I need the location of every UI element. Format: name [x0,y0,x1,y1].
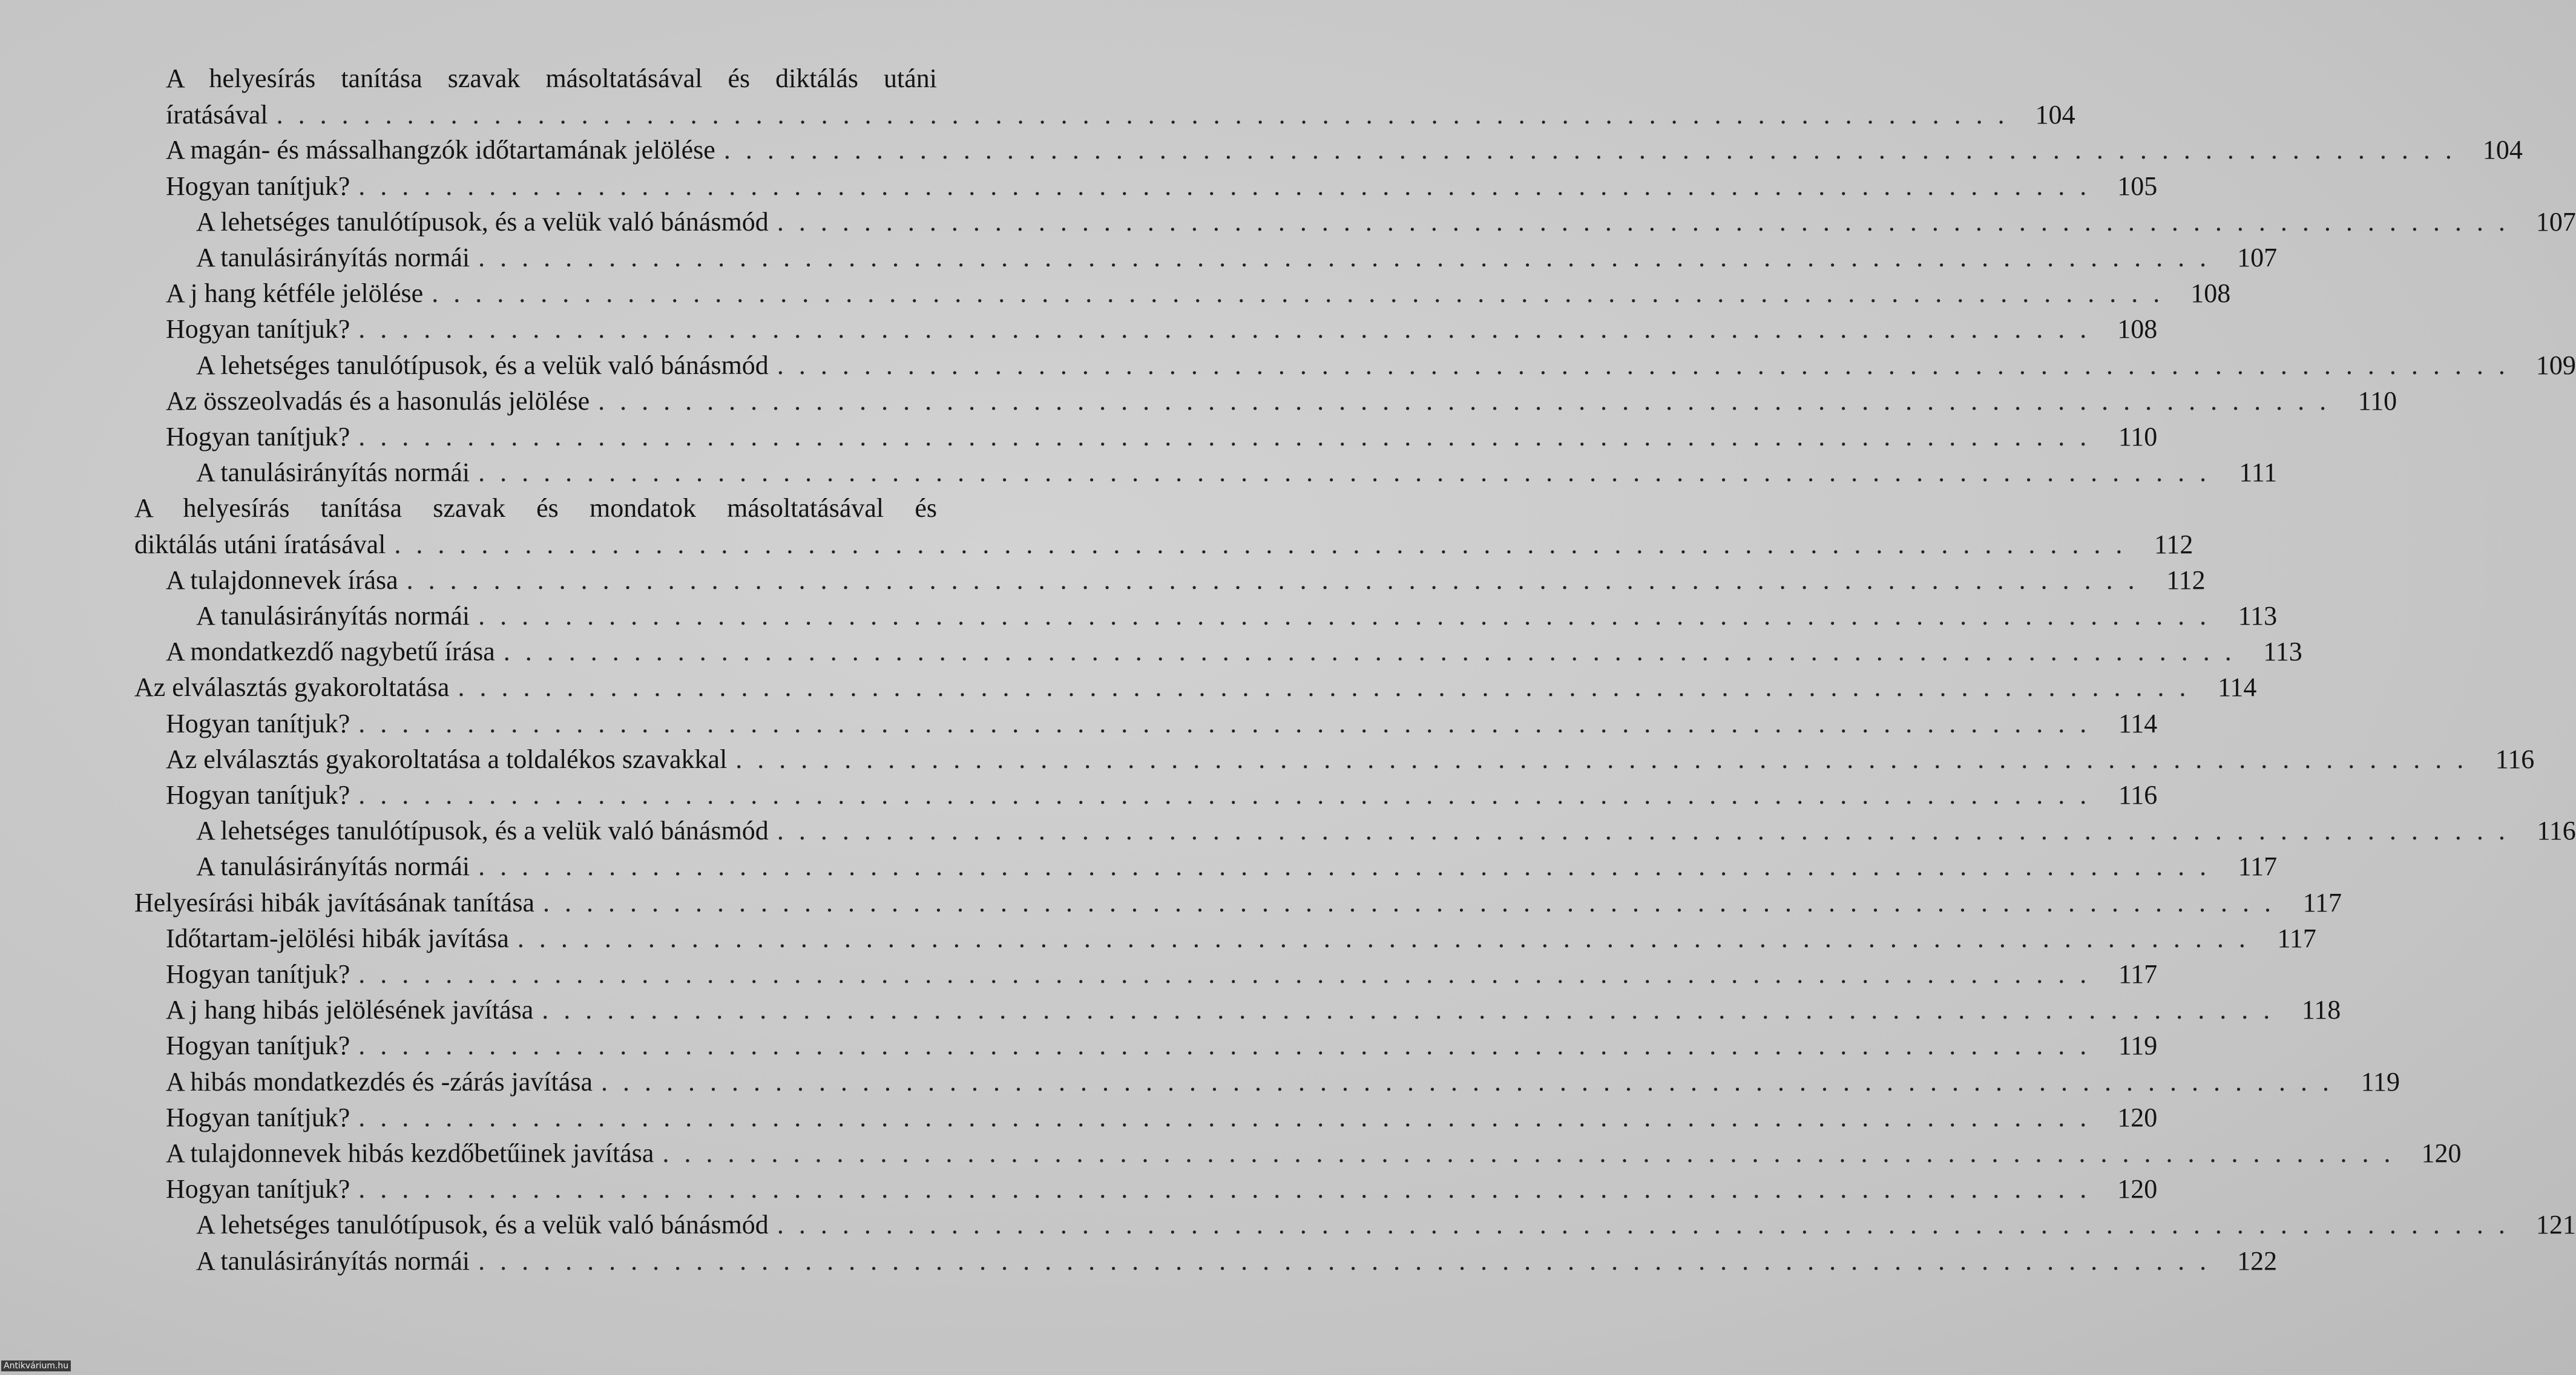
toc-entry-title: A tanulásirányítás normái [196,1245,470,1276]
toc-entry [166,741,2535,778]
dot-leader: . . . . . . . . . . . . . . . . . . . . . . . . . . . . . . . . . . . . . . . . . . . . . . . . . . . . . . . . . . . . . . . . . . . . . . . . . . . . . . . . [458,672,2190,703]
dot-leader: . . . . . . . . . . . . . . . . . . . . . . . . . . . . . . . . . . . . . . . . . . . . . . . . . . . . . . . . . . . . . . . . . . . . . . . . . . . . . . . . [358,1031,2091,1061]
toc-entry-title: Hogyan tanítjuk? [166,708,350,738]
toc-page-number: 120 [2117,1102,2158,1132]
toc-entry-title: Hogyan tanítjuk? [166,1174,350,1204]
toc-page-number: 105 [2117,171,2158,201]
dot-leader: . . . . . . . . . . . . . . . . . . . . . . . . . . . . . . . . . . . . . . . . . . . . . . . . . . . . . . . . . . . . . . . . . . . . . . . . . . . . . . . . [735,744,2468,774]
toc-entry-title: A lehetséges tanulótípusok, és a velük való bánásmód [196,816,769,846]
toc-entry [166,706,2158,742]
toc-page-number: 113 [2263,637,2302,667]
toc-entry [134,490,2193,563]
toc-entry-title: Hogyan tanítjuk? [166,780,350,810]
dot-leader: . . . . . . . . . . . . . . . . . . . . . . . . . . . . . . . . . . . . . . . . . . . . . . . . . . . . . . . . . . . . . . . . . . . . . . . . . . . . . . . . [358,1102,2091,1132]
toc-page-number: 119 [2118,1031,2158,1061]
toc-entry [166,777,2158,813]
toc-entry-title: Hogyan tanítjuk? [166,171,350,201]
toc-entry-title: Időtartam-jelölési hibák javítása [166,923,509,953]
toc-entry [166,1171,2158,1207]
dot-leader: . . . . . . . . . . . . . . . . . . . . . . . . . . . . . . . . . . . . . . . . . . . . . . . . . . . . . . . . . . . . . . . . . . . . . . . . . . . . . . . . [394,530,2127,560]
dot-leader: . . . . . . . . . . . . . . . . . . . . . . . . . . . . . . . . . . . . . . . . . . . . . . . . . . . . . . . . . . . . . . . . . . . . . . . . . . . . . . . . [723,135,2456,165]
dot-leader: . . . . . . . . . . . . . . . . . . . . . . . . . . . . . . . . . . . . . . . . . . . . . . . . . . . . . . . . . . . . . . . . . . . . . . . . . . . . . . . . [543,887,2275,917]
toc-entry [196,598,2278,634]
dot-leader: . . . . . . . . . . . . . . . . . . . . . . . . . . . . . . . . . . . . . . . . . . . . . . . . . . . . . . . . . . . . . . . . . . . . . . . . . . . . . . . . [478,852,2211,882]
dot-leader: . . . . . . . . . . . . . . . . . . . . . . . . . . . . . . . . . . . . . . . . . . . . . . . . . . . . . . . . . . . . . . . . . . . . . . . . . . . . . . . . [276,100,2009,130]
toc-entry [166,956,2158,993]
toc-entry-title: A tulajdonnevek írása [166,565,398,595]
toc-entry [166,1100,2158,1136]
toc-entry [196,848,2278,885]
toc-entry [196,1207,2576,1243]
dot-leader: . . . . . . . . . . . . . . . . . . . . . . . . . . . . . . . . . . . . . . . . . . . . . . . . . . . . . . . . . . . . . . . . . . . . . . . . . . . . . . . . [517,923,2250,953]
toc-page-number: 104 [2035,100,2075,130]
toc-entry [166,920,2316,957]
toc-entry-title: A hibás mondatkezdés és -zárás javítása [166,1066,593,1097]
toc-page-number: 108 [2190,278,2231,309]
toc-entry [196,1243,2278,1279]
toc-entry-title: Az elválasztás gyakoroltatása a toldalékos szavakkal [166,744,728,774]
toc-entry [166,1064,2400,1100]
dot-leader: . . . . . . . . . . . . . . . . . . . . . . . . . . . . . . . . . . . . . . . . . . . . . . . . . . . . . . . . . . . . . . . . . . . . . . . . . . . . . . . . [358,1174,2091,1204]
dot-leader: . . . . . . . . . . . . . . . . . . . . . . . . . . . . . . . . . . . . . . . . . . . . . . . . . . . . . . . . . . . . . . . . . . . . . . . . . . . . . . . . [406,565,2139,595]
toc-entry-title: Az összeolvadás és a hasonulás jelölése [166,386,590,416]
dot-leader: . . . . . . . . . . . . . . . . . . . . . . . . . . . . . . . . . . . . . . . . . . . . . . . . . . . . . . . . . . . . . . . . . . . . . . . . . . . . . . . . [542,995,2275,1025]
dot-leader: . . . . . . . . . . . . . . . . . . . . . . . . . . . . . . . . . . . . . . . . . . . . . . . . . . . . . . . . . . . . . . . . . . . . . . . . . . . . . . . . [598,386,2331,416]
toc-page-number: 117 [2118,959,2158,989]
dot-leader: . . . . . . . . . . . . . . . . . . . . . . . . . . . . . . . . . . . . . . . . . . . . . . . . . . . . . . . . . . . . . . . . . . . . . . . . . . . . . . . . [478,601,2211,631]
toc-page-number: 104 [2482,135,2523,165]
dot-leader: . . . . . . . . . . . . . . . . . . . . . . . . . . . . . . . . . . . . . . . . . . . . . . . . . . . . . . . . . . . . . . . . . . . . . . . . . . . . . . . . [478,243,2211,272]
toc-page-number: 114 [2118,708,2158,738]
toc-page-number: 110 [2118,422,2158,451]
toc-page-number: 112 [2166,565,2206,595]
toc-entry-title: Hogyan tanítjuk? [166,959,350,989]
toc-page-number: 117 [2302,887,2342,917]
toc-entry [166,1028,2158,1064]
toc-entry [166,168,2158,205]
toc-entry [166,383,2397,419]
toc-entry [196,813,2576,849]
dot-leader: . . . . . . . . . . . . . . . . . . . . . . . . . . . . . . . . . . . . . . . . . . . . . . . . . . . . . . . . . . . . . . . . . . . . . . . . . . . . . . . . [777,350,2509,380]
toc-entry [166,562,2206,599]
toc-entry-title: A magán- és mássalhangzók időtartamának jelölése [166,135,715,165]
toc-page-number: 109 [2535,350,2576,380]
toc-page-number: 114 [2218,672,2257,703]
toc-entry [196,240,2278,276]
dot-leader: . . . . . . . . . . . . . . . . . . . . . . . . . . . . . . . . . . . . . . . . . . . . . . . . . . . . . . . . . . . . . . . . . . . . . . . . . . . . . . . . [478,458,2211,488]
toc-entry-title: A lehetséges tanulótípusok, és a velük való bánásmód [196,1210,769,1240]
toc-entry-title: Hogyan tanítjuk? [166,314,350,344]
toc-page-number: 107 [2535,206,2576,237]
toc-entry-title: A helyesírás tanítása szavak és mondatok másoltatásával és [134,493,937,523]
toc-page-number: 111 [2239,458,2278,488]
dot-leader: . . . . . . . . . . . . . . . . . . . . . . . . . . . . . . . . . . . . . . . . . . . . . . . . . . . . . . . . . . . . . . . . . . . . . . . . . . . . . . . . [600,1066,2333,1097]
toc-page-number: 120 [2421,1138,2462,1168]
toc-page-number: 116 [2537,816,2576,846]
dot-leader: . . . . . . . . . . . . . . . . . . . . . . . . . . . . . . . . . . . . . . . . . . . . . . . . . . . . . . . . . . . . . . . . . . . . . . . . . . . . . . . . [358,780,2091,810]
toc-entry-title: A tanulásirányítás normái [196,852,470,882]
toc-entry-title: Hogyan tanítjuk? [166,422,350,451]
toc-entry-title: A j hang hibás jelölésének javítása [166,995,534,1025]
dot-leader: . . . . . . . . . . . . . . . . . . . . . . . . . . . . . . . . . . . . . . . . . . . . . . . . . . . . . . . . . . . . . . . . . . . . . . . . . . . . . . . . [358,959,2091,989]
toc-page-number: 119 [2361,1066,2400,1097]
toc-page-number: 118 [2301,995,2341,1025]
toc-page-number: 117 [2238,852,2278,882]
toc-entry [166,992,2341,1028]
toc-entry [166,132,2523,168]
toc-entry-title: A tanulásirányítás normái [196,601,470,631]
toc-entry [166,419,2158,455]
dot-leader: . . . . . . . . . . . . . . . . . . . . . . . . . . . . . . . . . . . . . . . . . . . . . . . . . . . . . . . . . . . . . . . . . . . . . . . . . . . . . . . . [432,278,2164,309]
toc-entry-title: A mondatkezdő nagybetű írása [166,637,495,667]
toc-entry-title: Hogyan tanítjuk? [166,1102,350,1132]
toc-page-number: 116 [2118,780,2158,810]
toc-entry [166,275,2231,312]
dot-leader: . . . . . . . . . . . . . . . . . . . . . . . . . . . . . . . . . . . . . . . . . . . . . . . . . . . . . . . . . . . . . . . . . . . . . . . . . . . . . . . . [358,171,2091,201]
toc-entry-title: A j hang kétféle jelölése [166,278,424,309]
toc-entry [134,669,2257,706]
dot-leader: . . . . . . . . . . . . . . . . . . . . . . . . . . . . . . . . . . . . . . . . . . . . . . . . . . . . . . . . . . . . . . . . . . . . . . . . . . . . . . . . [503,637,2236,667]
toc-entry-title: Hogyan tanítjuk? [166,1031,350,1061]
toc-entry [166,61,2075,133]
dot-leader: . . . . . . . . . . . . . . . . . . . . . . . . . . . . . . . . . . . . . . . . . . . . . . . . . . . . . . . . . . . . . . . . . . . . . . . . . . . . . . . . [358,708,2091,738]
toc-entry [166,1135,2462,1172]
toc-entry-title: A tanulásirányítás normái [196,458,470,488]
toc-page-number: 117 [2277,923,2316,953]
dot-leader: . . . . . . . . . . . . . . . . . . . . . . . . . . . . . . . . . . . . . . . . . . . . . . . . . . . . . . . . . . . . . . . . . . . . . . . . . . . . . . . . [777,816,2509,846]
dot-leader: . . . . . . . . . . . . . . . . . . . . . . . . . . . . . . . . . . . . . . . . . . . . . . . . . . . . . . . . . . . . . . . . . . . . . . . . . . . . . . . . [777,206,2509,237]
watermark: Antikvárium.hu [1,1360,71,1371]
toc-page-number: 113 [2238,601,2278,631]
toc-entry-title: A lehetséges tanulótípusok, és a velük való bánásmód [196,206,769,237]
toc-entry-title: A tulajdonnevek hibás kezdőbetűinek javítása [166,1138,654,1168]
toc-entry-title: A helyesírás tanítása szavak másoltatásával és diktálás utáni [166,64,937,93]
dot-leader: . . . . . . . . . . . . . . . . . . . . . . . . . . . . . . . . . . . . . . . . . . . . . . . . . . . . . . . . . . . . . . . . . . . . . . . . . . . . . . . . [358,422,2091,451]
dot-leader: . . . . . . . . . . . . . . . . . . . . . . . . . . . . . . . . . . . . . . . . . . . . . . . . . . . . . . . . . . . . . . . . . . . . . . . . . . . . . . . . [777,1210,2509,1240]
toc-entry [196,204,2576,240]
toc-page-number: 112 [2154,530,2193,560]
toc-page-number: 116 [2495,744,2535,774]
toc-page-number: 120 [2117,1174,2158,1204]
toc-entry [166,634,2302,670]
toc-page-number: 122 [2237,1245,2278,1276]
toc-page-number: 108 [2117,314,2158,344]
toc-entry-title-continued: íratásával [166,100,268,130]
dot-leader: . . . . . . . . . . . . . . . . . . . . . . . . . . . . . . . . . . . . . . . . . . . . . . . . . . . . . . . . . . . . . . . . . . . . . . . . . . . . . . . . [358,314,2091,344]
toc-entry-title: Az elválasztás gyakoroltatása [134,672,450,703]
dot-leader: . . . . . . . . . . . . . . . . . . . . . . . . . . . . . . . . . . . . . . . . . . . . . . . . . . . . . . . . . . . . . . . . . . . . . . . . . . . . . . . . [478,1245,2211,1276]
dot-leader: . . . . . . . . . . . . . . . . . . . . . . . . . . . . . . . . . . . . . . . . . . . . . . . . . . . . . . . . . . . . . . . . . . . . . . . . . . . . . . . . [662,1138,2395,1168]
toc-entry-title: Helyesírási hibák javításának tanítása [134,887,534,917]
toc-entry-title-continued: diktálás utáni íratásával [134,530,386,560]
toc-entry [196,347,2576,384]
toc-page-number: 110 [2358,386,2397,416]
toc-entry [134,885,2342,921]
toc-entry [166,311,2158,347]
toc-entry [196,455,2278,491]
toc-page-number: 107 [2237,243,2278,272]
toc-entry-title: A lehetséges tanulótípusok, és a velük való bánásmód [196,350,769,380]
toc-entry-title: A tanulásirányítás normái [196,243,470,272]
toc-page-number: 121 [2535,1210,2576,1240]
